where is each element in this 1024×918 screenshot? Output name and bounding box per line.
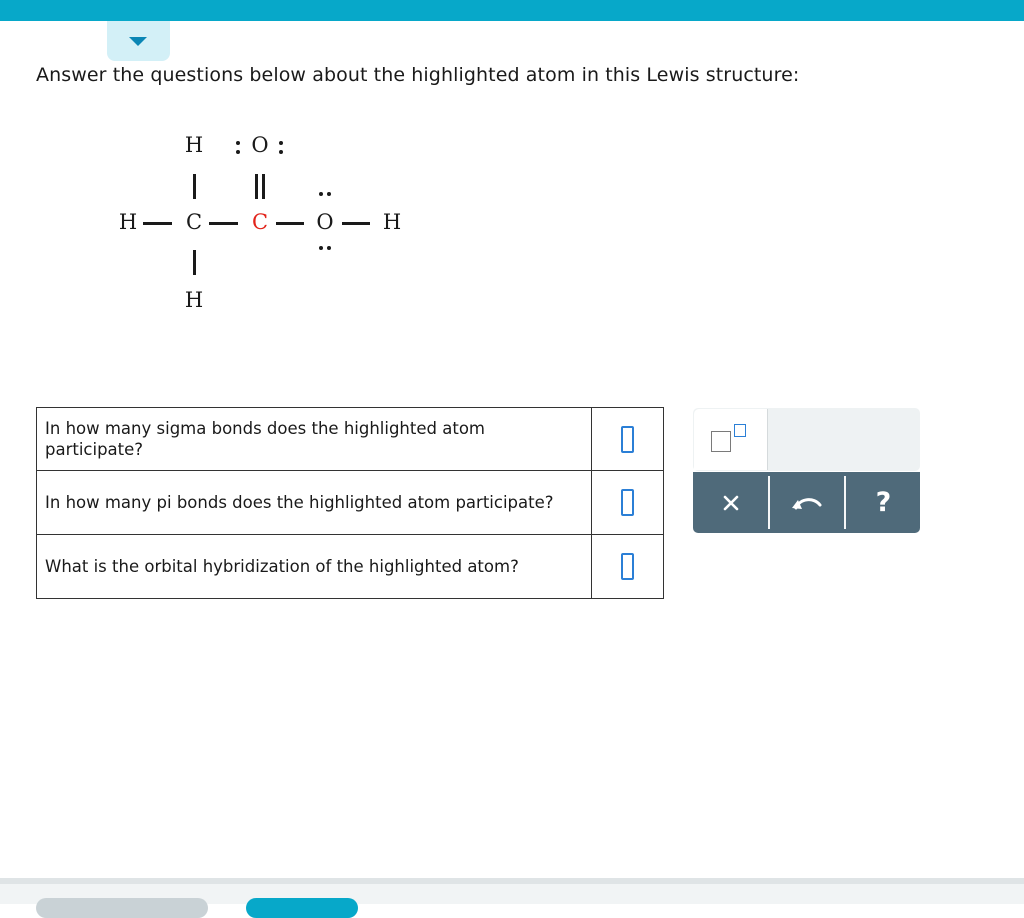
bond-c1-h-top [193,174,196,199]
help-button[interactable] [846,472,921,533]
collapse-toggle[interactable] [107,21,170,61]
chevron-down-icon [129,37,147,46]
clear-button[interactable] [693,472,768,533]
bond-o-h [342,222,370,225]
double-bond-line-2 [262,174,265,199]
question-row [37,471,664,535]
help-icon: ? [875,487,892,518]
lone-pair-dot [279,141,283,145]
bond-c1-h-bottom [193,250,196,275]
footer-secondary-button[interactable] [36,898,208,918]
question-row [37,535,664,599]
sigma-answer-input[interactable] [621,426,634,453]
atom-h-left: H [118,210,138,234]
double-bond-line-1 [255,174,258,199]
superscript-button[interactable] [694,409,768,470]
undo-button[interactable] [770,472,845,533]
question-sigma-text: In how many sigma bonds does the highlighted atom participate? [37,408,592,471]
superscript-small-box-icon [734,424,746,437]
close-icon [723,495,739,511]
question-hybridization-text: What is the orbital hybridization of the highlighted atom? [37,535,592,599]
pi-answer-input[interactable] [621,489,634,516]
lone-pair-dot [236,150,240,154]
question-row [37,408,664,471]
atom-o-top: O [251,133,269,157]
header-bar [0,0,1024,21]
question-prompt: Answer the questions below about the highlighted atom in this Lewis structure: [36,64,800,86]
superscript-box-icon [711,431,731,452]
hybridization-answer-input[interactable] [621,553,634,580]
atom-c2-highlighted: C [251,210,269,234]
lone-pair-dot [279,150,283,154]
bond-c2-o [276,222,304,225]
bond-h-c1 [143,222,172,225]
lone-pair-dot [327,246,331,250]
atom-o-right: O [316,210,334,234]
question-table [36,407,664,599]
lone-pair-dot [319,246,323,250]
undo-icon [790,494,826,512]
lone-pair-dot [319,192,323,196]
bond-c1-c2 [209,222,238,225]
lone-pair-dot [327,192,331,196]
atom-h-top: H [184,133,204,157]
atom-h-bottom: H [184,288,204,312]
question-pi-text: In how many pi bonds does the highlighted atom participate? [37,471,592,535]
atom-c1: C [185,210,203,234]
footer-primary-button[interactable] [246,898,358,918]
atom-h-right: H [382,210,402,234]
lone-pair-dot [236,141,240,145]
